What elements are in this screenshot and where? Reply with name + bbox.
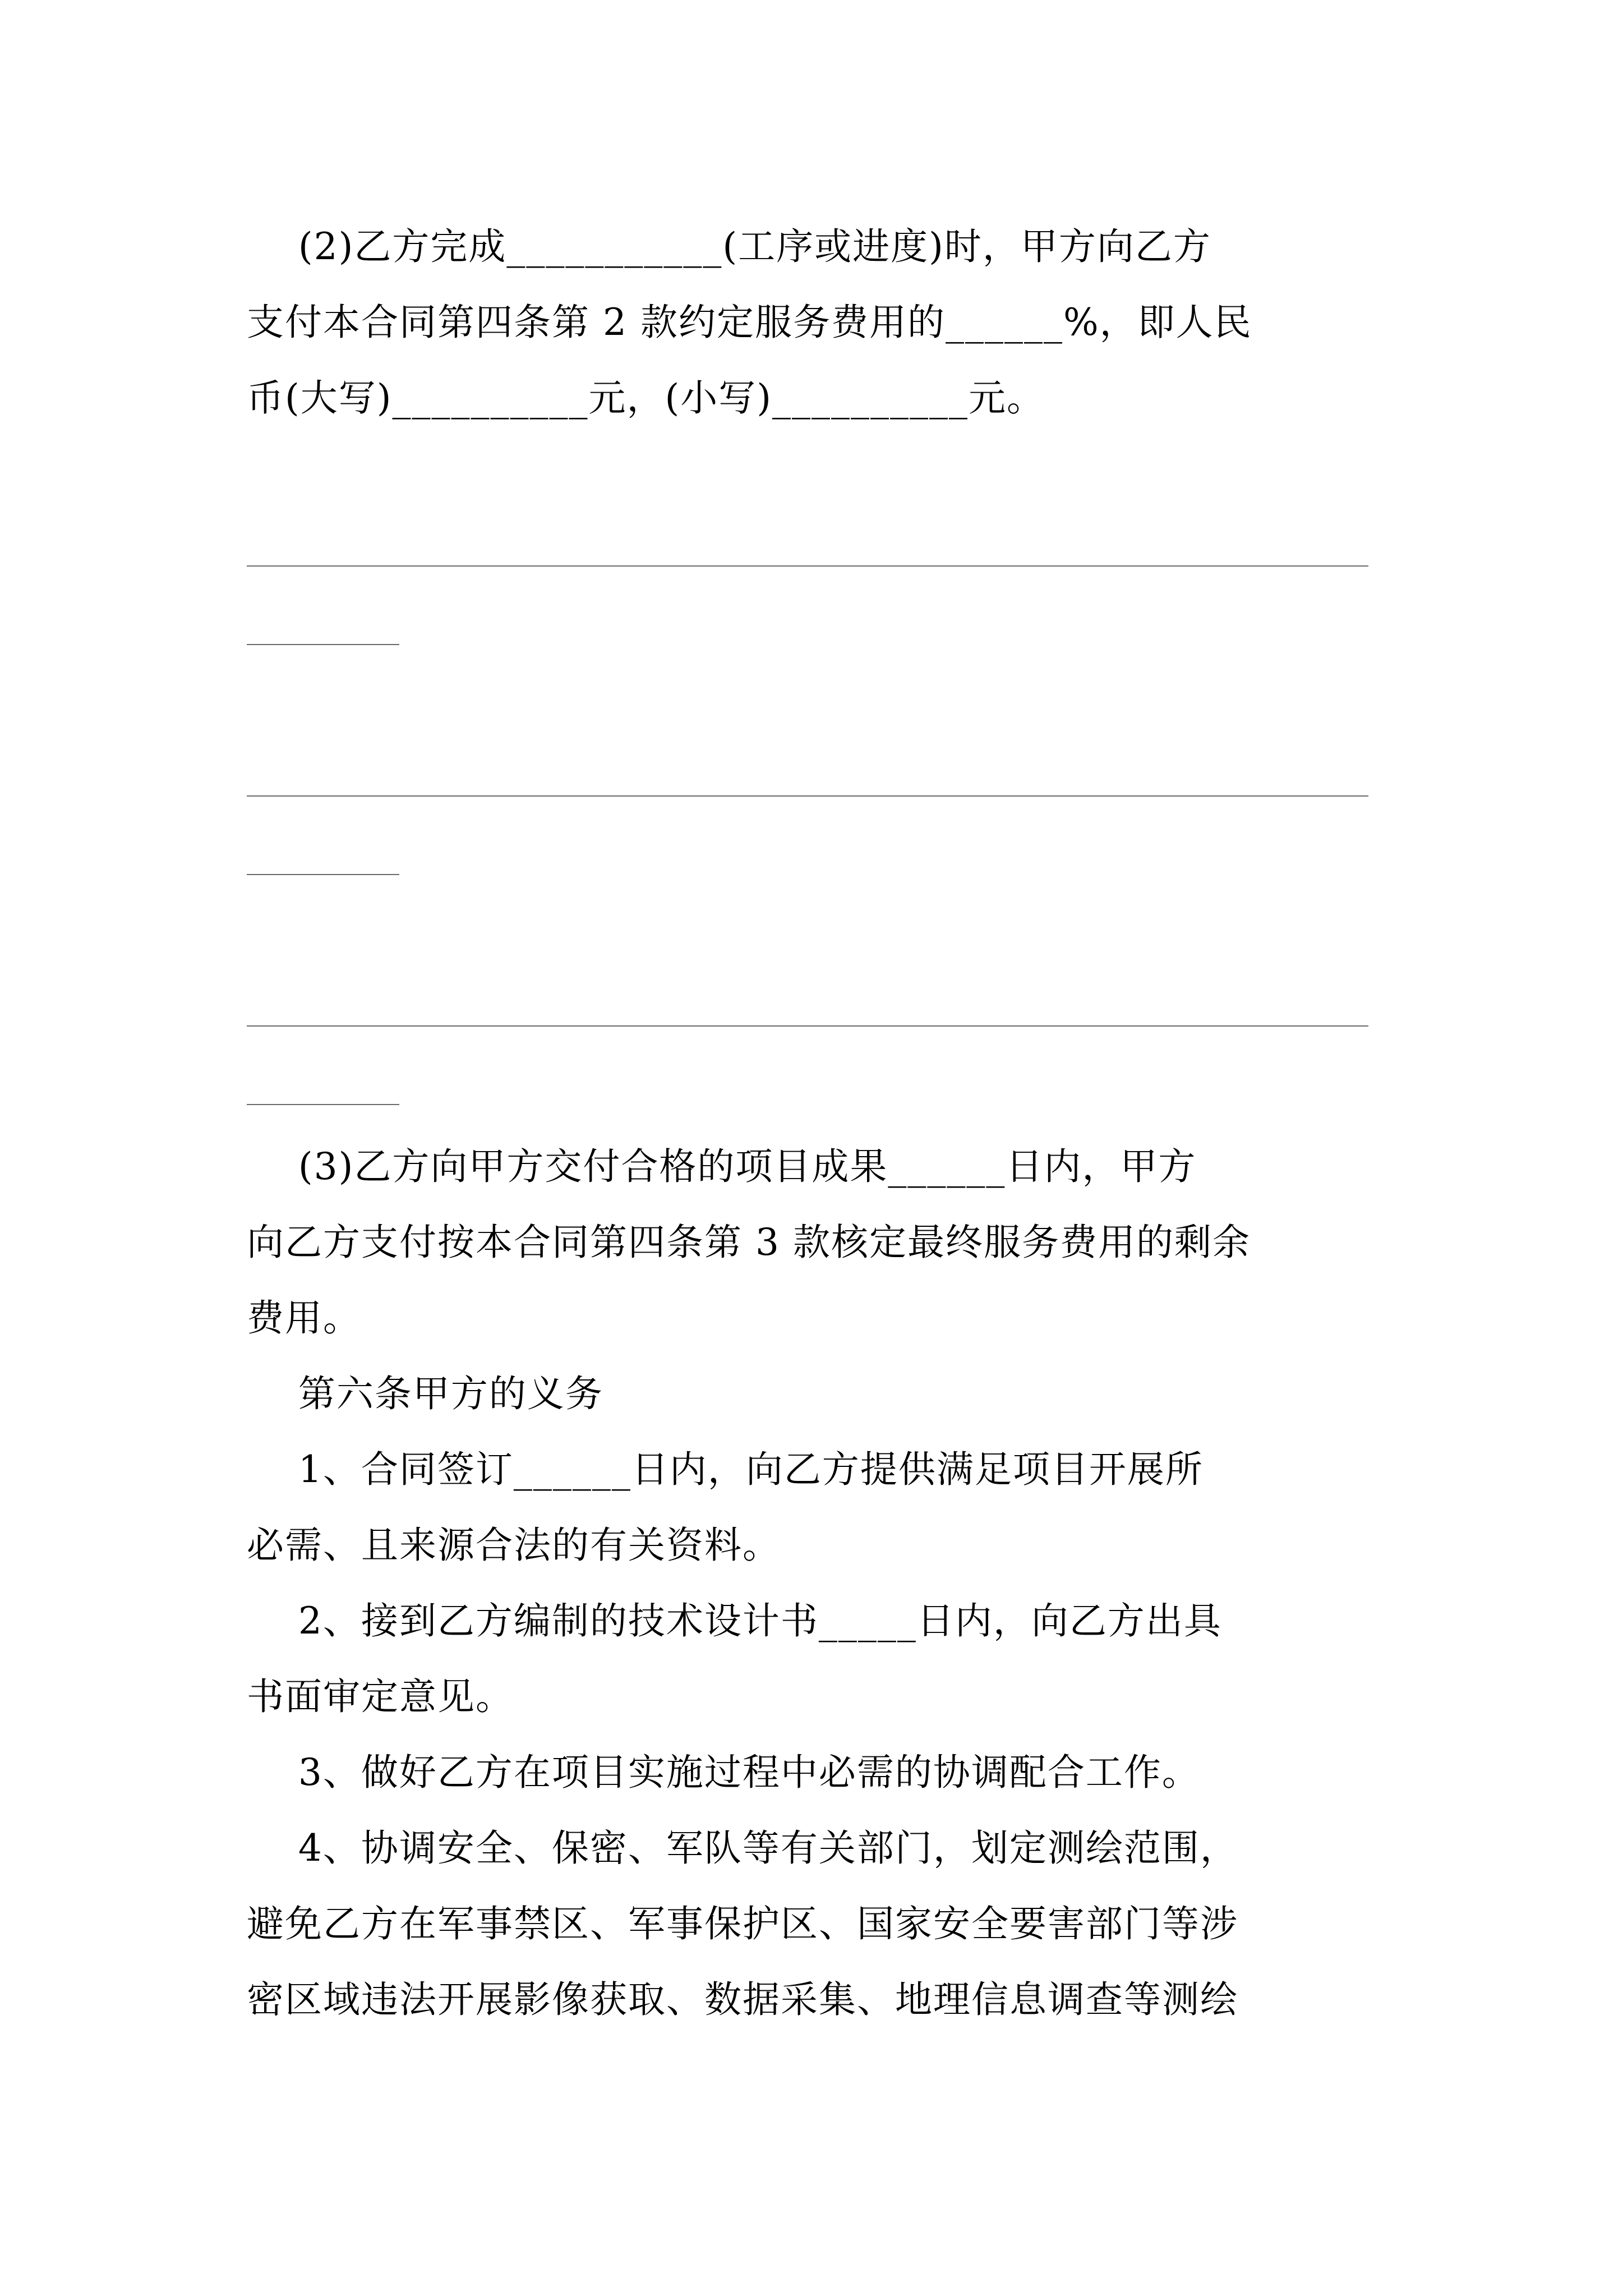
text-line-6: 费用。 <box>247 1296 361 1340</box>
text-line-14: 避免乙方在军事禁区、军事保护区、国家安全要害部门等涉 <box>247 1902 1238 1945</box>
text-line-4: (3)乙方向甲方交付合格的项目成果______日内，甲方 <box>247 1145 1197 1188</box>
blank-rule-1a <box>247 565 1368 567</box>
text-line-3: 币(大写)__________元，(小写)__________元。 <box>247 376 1045 420</box>
blank-rule-3a <box>247 1025 1368 1027</box>
text-line-12: 3、做好乙方在项目实施过程中必需的协调配合工作。 <box>247 1751 1200 1794</box>
text-line-9: 必需、且来源合法的有关资料。 <box>247 1524 781 1567</box>
text-line-13: 4、协调安全、保密、军队等有关部门，划定测绘范围， <box>247 1826 1238 1870</box>
text-line-8: 1、合同签订______日内，向乙方提供满足项目开展所 <box>247 1448 1204 1491</box>
blank-rule-2b <box>247 874 399 875</box>
section-heading: 第六条甲方的义务 <box>247 1372 603 1415</box>
text-line-15: 密区域违法开展影像获取、数据采集、地理信息调查等测绘 <box>247 1978 1238 2021</box>
blank-rule-1b <box>247 644 399 645</box>
text-line-10: 2、接到乙方编制的技术设计书_____日内，向乙方出具 <box>247 1599 1222 1642</box>
text-line-5: 向乙方支付按本合同第四条第 3 款核定最终服务费用的剩余 <box>247 1221 1251 1264</box>
text-line-2: 支付本合同第四条第 2 款约定服务费用的______%，即人民 <box>247 301 1252 344</box>
blank-rule-2a <box>247 795 1368 797</box>
blank-rule-3b <box>247 1104 399 1105</box>
text-line-1: (2)乙方完成___________(工序或进度)时，甲方向乙方 <box>247 225 1211 268</box>
text-line-11: 书面审定意见。 <box>247 1675 514 1718</box>
